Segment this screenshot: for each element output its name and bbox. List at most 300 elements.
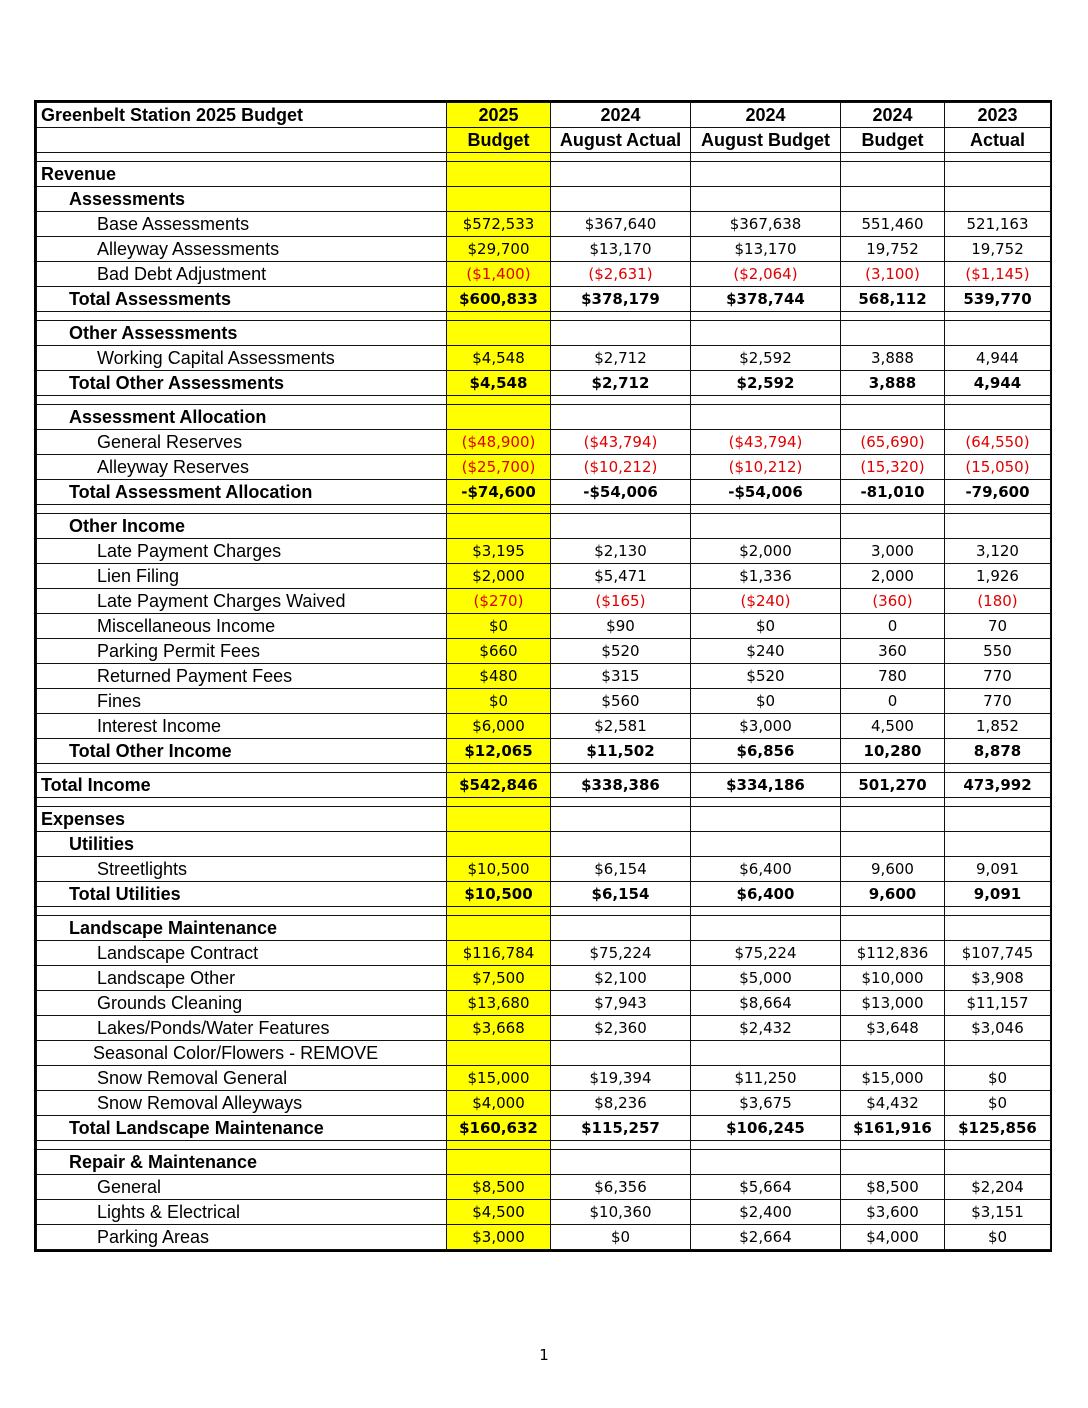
value-cell <box>945 405 1051 430</box>
value-cell: $161,916 <box>841 1116 945 1141</box>
value-cell: $107,745 <box>945 941 1051 966</box>
value-cell: 3,888 <box>841 371 945 396</box>
section-header-row <box>37 807 1051 832</box>
section-header-row <box>37 514 1051 539</box>
budget-sheet <box>34 100 1052 1252</box>
section-label: Utilities <box>37 832 447 857</box>
value-cell: 1,926 <box>945 564 1051 589</box>
value-cell: $0 <box>447 689 551 714</box>
value-cell <box>841 162 945 187</box>
spacer-cell <box>37 153 447 162</box>
value-cell <box>841 514 945 539</box>
value-cell <box>841 832 945 857</box>
value-cell: 4,500 <box>841 714 945 739</box>
value-cell: 4,944 <box>945 346 1051 371</box>
value-cell: ($10,212) <box>551 455 691 480</box>
value-cell: $3,600 <box>841 1200 945 1225</box>
spacer-cell <box>551 505 691 514</box>
value-cell: $2,592 <box>691 371 841 396</box>
value-cell <box>447 405 551 430</box>
header-row-1 <box>37 103 1051 128</box>
spacer-cell <box>691 798 841 807</box>
value-cell <box>691 1150 841 1175</box>
value-cell: $6,154 <box>551 857 691 882</box>
value-cell: -$74,600 <box>447 480 551 505</box>
header-row-2 <box>37 128 1051 153</box>
section-header-row <box>37 321 1051 346</box>
line-item-label: Fines <box>37 689 447 714</box>
value-cell <box>945 514 1051 539</box>
value-cell: $6,356 <box>551 1175 691 1200</box>
value-cell: 770 <box>945 689 1051 714</box>
line-item-row <box>37 262 1051 287</box>
spacer-cell <box>37 396 447 405</box>
value-cell: $10,500 <box>447 882 551 907</box>
value-cell: $8,500 <box>447 1175 551 1200</box>
value-cell: ($2,064) <box>691 262 841 287</box>
value-cell: $4,000 <box>447 1091 551 1116</box>
value-cell: $13,170 <box>691 237 841 262</box>
value-cell: $0 <box>551 1225 691 1250</box>
line-item-label: Miscellaneous Income <box>37 614 447 639</box>
value-cell: (180) <box>945 589 1051 614</box>
section-header-row <box>37 187 1051 212</box>
value-cell: $10,000 <box>841 966 945 991</box>
line-item-row <box>37 237 1051 262</box>
spacer-cell <box>447 153 551 162</box>
line-item-label: Seasonal Color/Flowers - REMOVE <box>37 1041 447 1066</box>
value-cell: $13,000 <box>841 991 945 1016</box>
value-cell <box>551 162 691 187</box>
value-cell: $6,400 <box>691 882 841 907</box>
line-item-row <box>37 714 1051 739</box>
value-cell: $367,640 <box>551 212 691 237</box>
value-cell: $90 <box>551 614 691 639</box>
value-cell: -$54,006 <box>551 480 691 505</box>
value-cell: $12,065 <box>447 739 551 764</box>
line-item-label: Grounds Cleaning <box>37 991 447 1016</box>
line-item-row <box>37 966 1051 991</box>
section-label: Other Assessments <box>37 321 447 346</box>
section-label: Landscape Maintenance <box>37 916 447 941</box>
value-cell: $4,000 <box>841 1225 945 1250</box>
value-cell: (360) <box>841 589 945 614</box>
value-cell: 770 <box>945 664 1051 689</box>
value-cell: $4,432 <box>841 1091 945 1116</box>
value-cell: $520 <box>551 639 691 664</box>
value-cell: 2,000 <box>841 564 945 589</box>
value-cell: ($48,900) <box>447 430 551 455</box>
spacer-cell <box>37 764 447 773</box>
spacer-cell <box>841 153 945 162</box>
value-cell: $0 <box>691 689 841 714</box>
spacer-cell <box>945 764 1051 773</box>
value-cell: $334,186 <box>691 773 841 798</box>
value-cell: (65,690) <box>841 430 945 455</box>
value-cell <box>447 162 551 187</box>
spacer-cell <box>691 764 841 773</box>
spacer-cell <box>447 505 551 514</box>
value-cell <box>945 807 1051 832</box>
value-cell <box>945 1150 1051 1175</box>
total-row <box>37 882 1051 907</box>
value-cell <box>841 187 945 212</box>
value-cell: -81,010 <box>841 480 945 505</box>
spacer-cell <box>691 907 841 916</box>
line-item-label: Working Capital Assessments <box>37 346 447 371</box>
value-cell <box>447 1150 551 1175</box>
total-row <box>37 773 1051 798</box>
value-cell: $106,245 <box>691 1116 841 1141</box>
line-item-row <box>37 1175 1051 1200</box>
value-cell: $13,170 <box>551 237 691 262</box>
spacer-cell <box>37 312 447 321</box>
spacer-row <box>37 312 1051 321</box>
value-cell: 780 <box>841 664 945 689</box>
value-cell: 19,752 <box>841 237 945 262</box>
spacer-row <box>37 505 1051 514</box>
value-cell: $600,833 <box>447 287 551 312</box>
line-item-label: General <box>37 1175 447 1200</box>
line-item-row <box>37 1066 1051 1091</box>
value-cell: $10,500 <box>447 857 551 882</box>
value-cell: $11,250 <box>691 1066 841 1091</box>
value-cell <box>447 916 551 941</box>
column-header-label: Actual <box>945 128 1051 153</box>
spacer-cell <box>691 1141 841 1150</box>
line-item-row <box>37 1225 1051 1250</box>
value-cell: 551,460 <box>841 212 945 237</box>
value-cell: $13,680 <box>447 991 551 1016</box>
value-cell: $3,668 <box>447 1016 551 1041</box>
value-cell: $3,908 <box>945 966 1051 991</box>
value-cell: 0 <box>841 689 945 714</box>
section-header-row <box>37 162 1051 187</box>
value-cell: $2,712 <box>551 346 691 371</box>
value-cell <box>945 162 1051 187</box>
value-cell: ($1,145) <box>945 262 1051 287</box>
line-item-label: Landscape Contract <box>37 941 447 966</box>
value-cell: $1,336 <box>691 564 841 589</box>
value-cell: $75,224 <box>551 941 691 966</box>
value-cell: $8,664 <box>691 991 841 1016</box>
line-item-label: Bad Debt Adjustment <box>37 262 447 287</box>
value-cell: $3,195 <box>447 539 551 564</box>
value-cell: $11,502 <box>551 739 691 764</box>
spacer-cell <box>447 1141 551 1150</box>
value-cell: $240 <box>691 639 841 664</box>
line-item-row <box>37 589 1051 614</box>
section-header-row <box>37 832 1051 857</box>
line-item-label: General Reserves <box>37 430 447 455</box>
value-cell: $2,100 <box>551 966 691 991</box>
value-cell: $29,700 <box>447 237 551 262</box>
value-cell <box>691 162 841 187</box>
value-cell <box>691 807 841 832</box>
spacer-cell <box>691 396 841 405</box>
line-item-label: Late Payment Charges <box>37 539 447 564</box>
line-item-label: Alleyway Reserves <box>37 455 447 480</box>
spacer-cell <box>945 798 1051 807</box>
column-header-year: 2024 <box>551 103 691 128</box>
value-cell <box>945 321 1051 346</box>
spacer-cell <box>447 907 551 916</box>
value-cell: $19,394 <box>551 1066 691 1091</box>
line-item-row <box>37 430 1051 455</box>
value-cell: $2,130 <box>551 539 691 564</box>
value-cell <box>841 916 945 941</box>
value-cell <box>841 807 945 832</box>
value-cell: -79,600 <box>945 480 1051 505</box>
value-cell: $7,943 <box>551 991 691 1016</box>
section-label: Revenue <box>37 162 447 187</box>
value-cell: $480 <box>447 664 551 689</box>
value-cell <box>945 187 1051 212</box>
value-cell <box>691 405 841 430</box>
spacer-cell <box>691 312 841 321</box>
spacer-cell <box>37 505 447 514</box>
value-cell: $116,784 <box>447 941 551 966</box>
value-cell: $2,712 <box>551 371 691 396</box>
spacer-row <box>37 1141 1051 1150</box>
value-cell: 3,888 <box>841 346 945 371</box>
section-header-row <box>37 1150 1051 1175</box>
value-cell: ($270) <box>447 589 551 614</box>
spacer-row <box>37 764 1051 773</box>
value-cell: $2,432 <box>691 1016 841 1041</box>
value-cell: ($2,631) <box>551 262 691 287</box>
value-cell: $367,638 <box>691 212 841 237</box>
value-cell: $572,533 <box>447 212 551 237</box>
value-cell <box>551 916 691 941</box>
line-item-row <box>37 991 1051 1016</box>
spacer-cell <box>691 153 841 162</box>
document-title: Greenbelt Station 2025 Budget <box>37 103 447 128</box>
line-item-row <box>37 614 1051 639</box>
spacer-cell <box>945 1141 1051 1150</box>
value-cell: $125,856 <box>945 1116 1051 1141</box>
value-cell <box>691 1041 841 1066</box>
total-row <box>37 1116 1051 1141</box>
line-item-row <box>37 455 1051 480</box>
value-cell: (15,320) <box>841 455 945 480</box>
total-label: Total Other Income <box>37 739 447 764</box>
line-item-row <box>37 346 1051 371</box>
value-cell <box>841 405 945 430</box>
value-cell: $75,224 <box>691 941 841 966</box>
value-cell: $115,257 <box>551 1116 691 1141</box>
line-item-label: Alleyway Assessments <box>37 237 447 262</box>
line-item-row <box>37 1041 1051 1066</box>
value-cell <box>447 832 551 857</box>
value-cell: $2,204 <box>945 1175 1051 1200</box>
spacer-cell <box>447 312 551 321</box>
column-header-year: 2024 <box>841 103 945 128</box>
spacer-cell <box>945 907 1051 916</box>
budget-table <box>36 102 1051 1250</box>
line-item-row <box>37 212 1051 237</box>
value-cell: $8,500 <box>841 1175 945 1200</box>
value-cell: $4,500 <box>447 1200 551 1225</box>
spacer-cell <box>841 798 945 807</box>
line-item-row <box>37 639 1051 664</box>
value-cell <box>551 1041 691 1066</box>
line-item-label: Snow Removal Alleyways <box>37 1091 447 1116</box>
value-cell: 4,944 <box>945 371 1051 396</box>
spacer-cell <box>447 396 551 405</box>
value-cell: $7,500 <box>447 966 551 991</box>
spacer-row <box>37 153 1051 162</box>
value-cell: $3,675 <box>691 1091 841 1116</box>
value-cell: $378,744 <box>691 287 841 312</box>
spacer-cell <box>37 1141 447 1150</box>
line-item-label: Interest Income <box>37 714 447 739</box>
spacer-cell <box>841 764 945 773</box>
line-item-label: Parking Permit Fees <box>37 639 447 664</box>
value-cell: $2,581 <box>551 714 691 739</box>
value-cell: 9,091 <box>945 882 1051 907</box>
value-cell: 550 <box>945 639 1051 664</box>
total-label: Total Landscape Maintenance <box>37 1116 447 1141</box>
value-cell <box>841 1041 945 1066</box>
value-cell: 3,000 <box>841 539 945 564</box>
value-cell: $0 <box>945 1091 1051 1116</box>
value-cell: $4,548 <box>447 371 551 396</box>
value-cell: ($1,400) <box>447 262 551 287</box>
value-cell: 70 <box>945 614 1051 639</box>
spacer-cell <box>551 764 691 773</box>
value-cell: $5,471 <box>551 564 691 589</box>
value-cell: ($43,794) <box>691 430 841 455</box>
value-cell: 521,163 <box>945 212 1051 237</box>
line-item-label: Lakes/Ponds/Water Features <box>37 1016 447 1041</box>
value-cell <box>841 1150 945 1175</box>
spacer-cell <box>945 153 1051 162</box>
line-item-label: Returned Payment Fees <box>37 664 447 689</box>
value-cell: $3,151 <box>945 1200 1051 1225</box>
column-header-year: 2024 <box>691 103 841 128</box>
spacer-cell <box>551 798 691 807</box>
value-cell: 473,992 <box>945 773 1051 798</box>
spacer-cell <box>945 505 1051 514</box>
total-label: Total Assessment Allocation <box>37 480 447 505</box>
value-cell <box>551 514 691 539</box>
value-cell: -$54,006 <box>691 480 841 505</box>
section-label: Assessment Allocation <box>37 405 447 430</box>
value-cell: 8,878 <box>945 739 1051 764</box>
value-cell: ($165) <box>551 589 691 614</box>
total-label: Total Income <box>37 773 447 798</box>
column-header-label: August Budget <box>691 128 841 153</box>
value-cell: ($43,794) <box>551 430 691 455</box>
spacer-row <box>37 907 1051 916</box>
spacer-cell <box>37 798 447 807</box>
value-cell: $560 <box>551 689 691 714</box>
value-cell: $520 <box>691 664 841 689</box>
value-cell: 0 <box>841 614 945 639</box>
value-cell: $10,360 <box>551 1200 691 1225</box>
spacer-cell <box>841 312 945 321</box>
value-cell <box>447 807 551 832</box>
spacer-cell <box>551 907 691 916</box>
value-cell: $5,000 <box>691 966 841 991</box>
value-cell <box>945 916 1051 941</box>
section-label: Other Income <box>37 514 447 539</box>
line-item-label: Base Assessments <box>37 212 447 237</box>
value-cell: $2,400 <box>691 1200 841 1225</box>
value-cell <box>551 405 691 430</box>
value-cell <box>691 832 841 857</box>
value-cell: $160,632 <box>447 1116 551 1141</box>
total-label: Total Utilities <box>37 882 447 907</box>
column-header-year: 2025 <box>447 103 551 128</box>
value-cell: $338,386 <box>551 773 691 798</box>
line-item-row <box>37 564 1051 589</box>
value-cell <box>447 187 551 212</box>
value-cell: 19,752 <box>945 237 1051 262</box>
value-cell: ($10,212) <box>691 455 841 480</box>
value-cell: $4,548 <box>447 346 551 371</box>
spacer-cell <box>841 505 945 514</box>
value-cell <box>691 916 841 941</box>
value-cell: 539,770 <box>945 287 1051 312</box>
spacer-cell <box>37 907 447 916</box>
value-cell: $2,360 <box>551 1016 691 1041</box>
value-cell <box>551 1150 691 1175</box>
total-label: Total Assessments <box>37 287 447 312</box>
value-cell: $3,046 <box>945 1016 1051 1041</box>
value-cell: $112,836 <box>841 941 945 966</box>
value-cell <box>447 1041 551 1066</box>
spacer-row <box>37 798 1051 807</box>
line-item-label: Late Payment Charges Waived <box>37 589 447 614</box>
value-cell: $0 <box>447 614 551 639</box>
spacer-cell <box>447 798 551 807</box>
value-cell: 360 <box>841 639 945 664</box>
value-cell: $0 <box>945 1225 1051 1250</box>
header-blank-cell <box>37 128 447 153</box>
value-cell: (15,050) <box>945 455 1051 480</box>
value-cell: $660 <box>447 639 551 664</box>
value-cell: $542,846 <box>447 773 551 798</box>
value-cell: 10,280 <box>841 739 945 764</box>
spacer-cell <box>841 1141 945 1150</box>
section-label: Repair & Maintenance <box>37 1150 447 1175</box>
value-cell <box>691 187 841 212</box>
value-cell <box>551 187 691 212</box>
value-cell: $6,000 <box>447 714 551 739</box>
value-cell: $15,000 <box>841 1066 945 1091</box>
value-cell: $3,000 <box>447 1225 551 1250</box>
spacer-cell <box>551 396 691 405</box>
value-cell: 3,120 <box>945 539 1051 564</box>
spacer-cell <box>945 312 1051 321</box>
value-cell: $2,664 <box>691 1225 841 1250</box>
value-cell: $6,154 <box>551 882 691 907</box>
page-number: 1 <box>539 1346 549 1364</box>
line-item-row <box>37 1016 1051 1041</box>
total-row <box>37 739 1051 764</box>
value-cell: $6,856 <box>691 739 841 764</box>
line-item-row <box>37 857 1051 882</box>
total-row <box>37 371 1051 396</box>
line-item-label: Lights & Electrical <box>37 1200 447 1225</box>
value-cell: $6,400 <box>691 857 841 882</box>
line-item-label: Snow Removal General <box>37 1066 447 1091</box>
value-cell: (64,550) <box>945 430 1051 455</box>
spacer-row <box>37 396 1051 405</box>
column-header-label: Budget <box>447 128 551 153</box>
